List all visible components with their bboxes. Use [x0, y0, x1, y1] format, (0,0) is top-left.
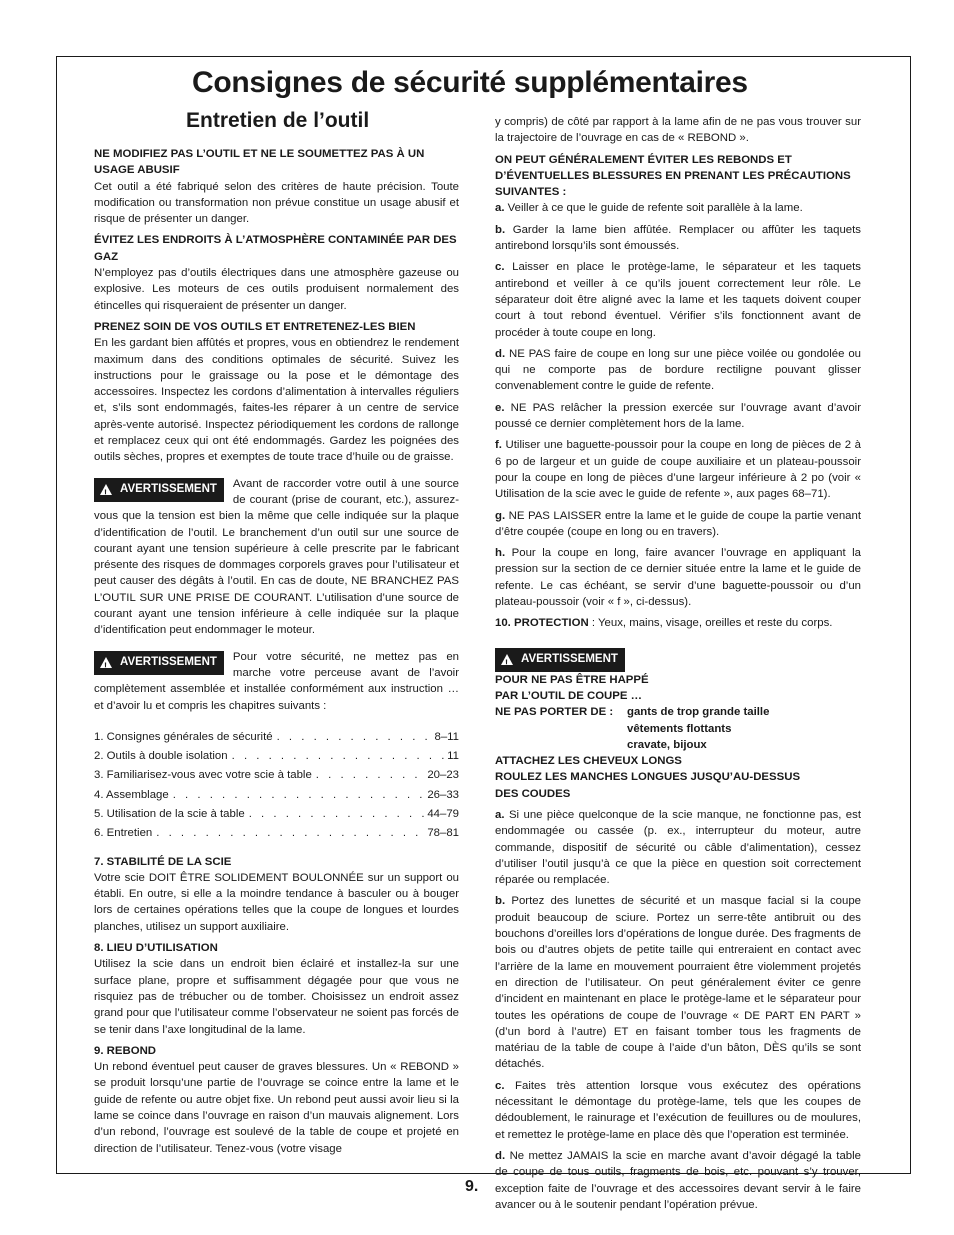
roll-sleeves: ROULEZ LES MANCHES LONGUES JUSQU’AU-DESSUS DES COUDES [495, 771, 801, 800]
warning-block-voltage [94, 476, 459, 639]
paragraph-care: En les gardant bien affûtés et propres, vous en obtiendrez le rendement maximum dans des conditions optimales de sécurité. Suivez les instructions pour le graissage ou la pose et le démontage des accessoires. Inspectez les cordons d’alimentation à intervalles réguliers et, s’ils sont endommagés, faites-les réparer à un centre de service après-vente autorisé. Inspectez périodiquement les cordons de rallonge et remplacez ceux qui ont été endommagés. Gardez les poignées des outils sèches, propres et exemptes de toute trace d’huile ou de graisse. [94, 337, 459, 464]
list-item: b. Portez des lunettes de sécurité et un masque facial si la coupe produit beaucoup de sciure. Portez un serre-tête antibruit ou des bouchons d’oreilles lors d’opérations de longue durée. Des fragments de bois ou d’autres objets de petite taille qui entreraient en contact avec l’arrière de la lame en mouvement pourraient être violemment projetés en direction de l’utilisateur. On peut généralement éviter ce genre d’incident en maintenant en place le protège-lame et le séparateur pour toutes les opérations de coupe de l’ouvrage « DE PART EN PART » (d’un bord à l’autre) ET en faisant tomber tous les fragments de matériau de la table de coupe à l’aide d’un bâton, DÈS qu’ils se sont détachés. [495, 895, 861, 1071]
chapter-item: 6. Entretien . . . 78–81 [94, 824, 459, 843]
chapter-item: 5. Utilisation de la scie à table . . . 44–79 [94, 805, 459, 824]
warning-badge: ! AVERTISSEMENT [94, 651, 224, 675]
heading-kickback-prevention: ON PEUT GÉNÉRALEMENT ÉVITER LES REBONDS ET D’ÉVENTUELLES BLESSURES EN PRENANT LES PRÉCAUTIONS SUIVANTES : [495, 153, 851, 199]
warning-triangle-icon [100, 657, 112, 668]
section-title: Entretien de l’outil [186, 109, 370, 132]
page-number: 9. [465, 1178, 479, 1195]
dont-wear-list: NE PAS PORTER DE : gants de trop grande taille vêtements flottants cravate, bijoux [495, 706, 770, 751]
chapter-item: 1. Consignes générales de sécurité . . . 8–11 [94, 728, 459, 747]
paragraph-no-modify: Cet outil a été fabriqué selon des critères de haute précision. Toute modification ou transformation non prévue constitue un usage abusif et risque de présenter un danger. [94, 180, 459, 226]
list-item: h. Pour la coupe en long, faire avancer l’ouvrage en appliquant la pression sur la section de ce dernier située entre la lame et le guide de refente. Le cas échéant, se servir d’une baguette-poussoir ou d’un plateau-poussoir (voir « f », ci-dessus). [495, 547, 861, 609]
heading-location: 8. LIEU D’UTILISATION [94, 942, 218, 955]
warning-triangle-icon [100, 484, 112, 495]
list-item: g. NE PAS LAISSER entre la lame et le guide de coupe la partie venant d’être coupée (coupe en long ou en travers). [495, 509, 861, 538]
tie-hair: ATTACHEZ LES CHEVEUX LONGS [495, 755, 682, 768]
list-item: a. Si une pièce quelconque de la scie manque, ne fonctionne pas, est endommagée ou cassée (p. ex., interrupteur du moteur, autre commande, dispositif de sécurité ou câble d’alimentation), cessez d’utiliser l’outil jusqu’à ce que la pièce en question soit correctement réparée ou remplacée. [495, 808, 861, 887]
list-item: d. NE PAS faire de coupe en long sur une pièce voilée ou gondolée ou qui ne comporte pas de bordure rectiligne pouvant glisser convenablement contre le guide de refente. [495, 347, 861, 393]
paragraph-kickback: Un rebond éventuel peut causer de graves blessures. Un « REBOND » se produit lorsqu’une partie de l’ouvrage se coince entre la lame et le guide de refente ou autre objet fixe. Un rebond peut aussi avoir lieu si la lame se coince dans l’ouvrage en raison d’un mauvais alignement. Lors d’un rebond, l’ouvrage est soulevé de la table de coupe et projeté en direction de l’utilisateur. Tenez-vous (votre visage [94, 1061, 459, 1155]
list-item: c. Faites très attention lorsque vous exécutez des opérations nécessitant le démontage du protège-lame, tels que les coupes de dédoublement, le rainurage et l’exécution de feuillures ou de moulures, et remettez le protège-lame en place dès que l’operation est terminée. [495, 1079, 861, 1141]
left-column [94, 108, 459, 1162]
paragraph-gas: N’employez pas d’outils électriques dans une atmosphère gazeuse ou explosive. Les moteurs de ces outils produisent normalement des étincelles qui risqueraient de présenter un danger. [94, 267, 459, 312]
chapter-item: 4. Assemblage . . . 26–33 [94, 786, 459, 805]
heading-gas: ÉVITEZ LES ENDROITS À L’ATMOSPHÈRE CONTAMINÉE PAR DES GAZ [94, 234, 457, 263]
list-item: a. Veiller à ce que le guide de refente soit parallèle à la lame. [495, 202, 803, 215]
warning-triangle-icon [501, 654, 513, 665]
list-item: e. NE PAS relâcher la pression exercée sur l’ouvrage avant d’avoir poussé ce dernier complètement hors de la lame. [495, 401, 861, 431]
warning-block-assembly [94, 649, 459, 714]
heading-kickback: 9. REBOND [94, 1044, 157, 1057]
list-item: c. Laisser en place le protège-lame, le séparateur et les taquets antirebond et veiller à ce qu’ils jouent correctement leur rôle. Le séparateur doit être aligné avec la lame et les taquets doivent couper court à tout rebond éventuel. Vérifier s’ils fonctionnent avant de procéder à toute coupe en long. [495, 261, 861, 339]
chapter-item: 3. Familiarisez-vous avec votre scie à table . . . 20–23 [94, 766, 459, 785]
heading-care: PRENEZ SOIN DE VOS OUTILS ET ENTRETENEZ-LES BIEN [94, 320, 416, 333]
list-item: d. Ne mettez JAMAIS la scie en marche avant d’avoir dégagé la table de coupe de tous outils, fragments de bois, etc. pouvant s’y trouver, exception faite de l’ouvrage et des accessoires devant servir à le faire avancer ou à le soutenir pendant l’opération prévue. [495, 1149, 861, 1211]
warning-text-assembly: Pour votre sécurité, ne mettez pas en marche votre perceuse avant de l’avoir complètement assemblée et installée conformément aux instruction … et d’avoir lu et compris les chapitres suivants : [94, 650, 459, 712]
warning-head-entanglement: POUR NE PAS ÊTRE HAPPÉ PAR L’OUTIL DE COUPE … [495, 673, 649, 702]
chapter-item: 2. Outils à double isolation . . . 11 [94, 747, 459, 766]
paragraph-location: Utilisez la scie dans un endroit bien éclairé et installez-la sur une surface plane, propre et suffisamment dégagée pour que vous ne risquiez pas de trébucher ou de tomber. Choisissez un endroit assez grand pour que l’utilisateur comme l’observateur ne soient pas forcés de se tenir dans l’axe longitudinal de la lame. [94, 958, 459, 1036]
warning-badge: ! AVERTISSEMENT [94, 478, 224, 502]
paragraph-kickback-cont: y compris) de côté par rapport à la lame afin de ne pas vous trouver sur la trajectoire de l’ouvrage en cas de « REBOND ». [495, 116, 861, 145]
warning-block-entanglement [495, 646, 861, 705]
right-column [495, 114, 861, 1218]
list-item: b. Garder la lame bien affûtée. Remplacer ou affûter les taquets antirebond lorsqu’ils sont émoussés. [495, 223, 861, 253]
chapter-list [94, 728, 459, 844]
warning-text-voltage: Avant de raccorder votre outil à une source de courant (prise de courant, etc.), assurez-vous que la tension est bien la même que celle indiquée sur la plaque d’identification de l’outil. Le branchement d’un outil sur une source de courant ayant une tension supérieure à celle prescrite par le fabricant présente des risques de dommages corporels graves pour l’utilisateur et peut causer des dégâts à l’outil. En cas de doute, NE BRANCHEZ PAS L’OUTIL SUR UNE PRISE DE COURANT. L’utilisation d’une source de courant ayant une tension inférieure à celle indiquée sur la plaque d’identification peut endommager le moteur. [94, 477, 459, 637]
heading-stability: 7. STABILITÉ DE LA SCIE [94, 855, 232, 868]
heading-no-modify: NE MODIFIEZ PAS L’OUTIL ET NE LE SOUMETTEZ PAS À UN USAGE ABUSIF [94, 148, 425, 177]
warning-badge: ! AVERTISSEMENT [495, 648, 625, 672]
page-title: Consignes de sécurité supplémentaires [192, 66, 748, 99]
protection-line: 10. PROTECTION : Yeux, mains, visage, oreilles et reste du corps. [495, 617, 833, 630]
paragraph-stability: Votre scie DOIT ÊTRE SOLIDEMENT BOULONNÉE sur un support ou établi. En outre, si elle a la moindre tendance à basculer ou à bouger lors de certaines opérations telles que la coupe de longues et lourdes planches, utilisez un support auxiliaire. [94, 871, 459, 933]
list-item: f. Utiliser une baguette-poussoir pour la coupe en long de pièces de 2 à 6 po de largeur et un guide de coupe auxiliaire et un plateau-poussoir pour la coupe en long de pièces d’une largeur inférieure à 2 po (voir « Utilisation de la scie avec le guide de refente », aux pages 68–71). [495, 439, 861, 501]
